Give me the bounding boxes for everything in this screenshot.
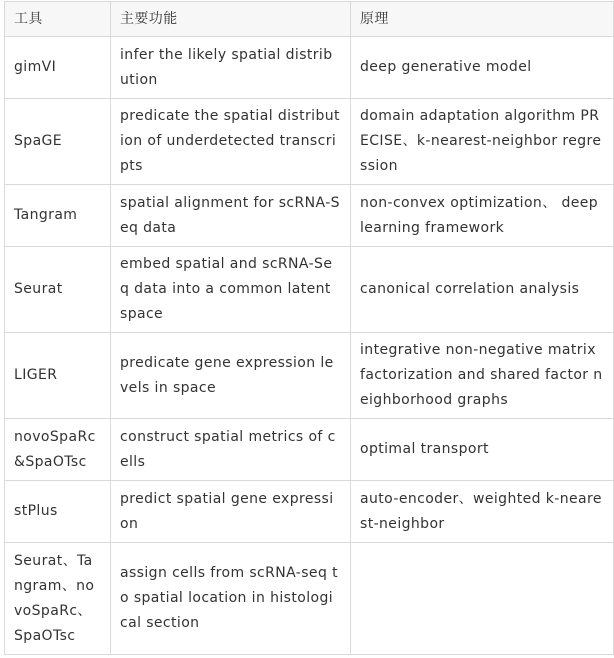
function-cell: assign cells from scRNA-seq to spatial location in histological section [111,543,351,655]
table-row [5,419,614,481]
function-cell: predict spatial gene expression [111,481,351,543]
tools-table [4,1,614,655]
principle-cell: canonical correlation analysis [351,247,614,333]
tool-cell: novoSpaRc&SpaOTsc [5,419,111,481]
function-cell: embed spatial and scRNA-Seq data into a common latent space [111,247,351,333]
header-row [5,2,614,37]
tool-cell: stPlus [5,481,111,543]
table-row [5,99,614,185]
tool-cell: Seurat [5,247,111,333]
function-cell: spatial alignment for scRNA-Seq data [111,185,351,247]
table-row [5,333,614,419]
table-row [5,247,614,333]
function-cell: construct spatial metrics of cells [111,419,351,481]
function-cell: infer the likely spatial distribution [111,37,351,99]
principle-cell: integrative non-negative matrix factorization and shared factor neighborhood graphs [351,333,614,419]
function-cell: predicate gene expression levels in space [111,333,351,419]
principle-cell [351,543,614,655]
function-cell: predicate the spatial distribution of underdetected transcripts [111,99,351,185]
tool-cell: LIGER [5,333,111,419]
tool-cell: Tangram [5,185,111,247]
table-row [5,481,614,543]
header-function: 主要功能 [111,2,351,37]
header-principle: 原理 [351,2,614,37]
table-row [5,37,614,99]
principle-cell: optimal transport [351,419,614,481]
principle-cell: non-convex optimization、 deep learning framework [351,185,614,247]
table-row [5,185,614,247]
principle-cell: auto-encoder、weighted k-nearest-neighbor [351,481,614,543]
table-row [5,543,614,655]
principle-cell: deep generative model [351,37,614,99]
tool-cell: Seurat、Tangram、novoSpaRc、SpaOTsc [5,543,111,655]
principle-cell: domain adaptation algorithm PRECISE、k-nearest-neighbor regression [351,99,614,185]
tool-cell: gimVI [5,37,111,99]
tool-cell: SpaGE [5,99,111,185]
header-tool: 工具 [5,2,111,37]
